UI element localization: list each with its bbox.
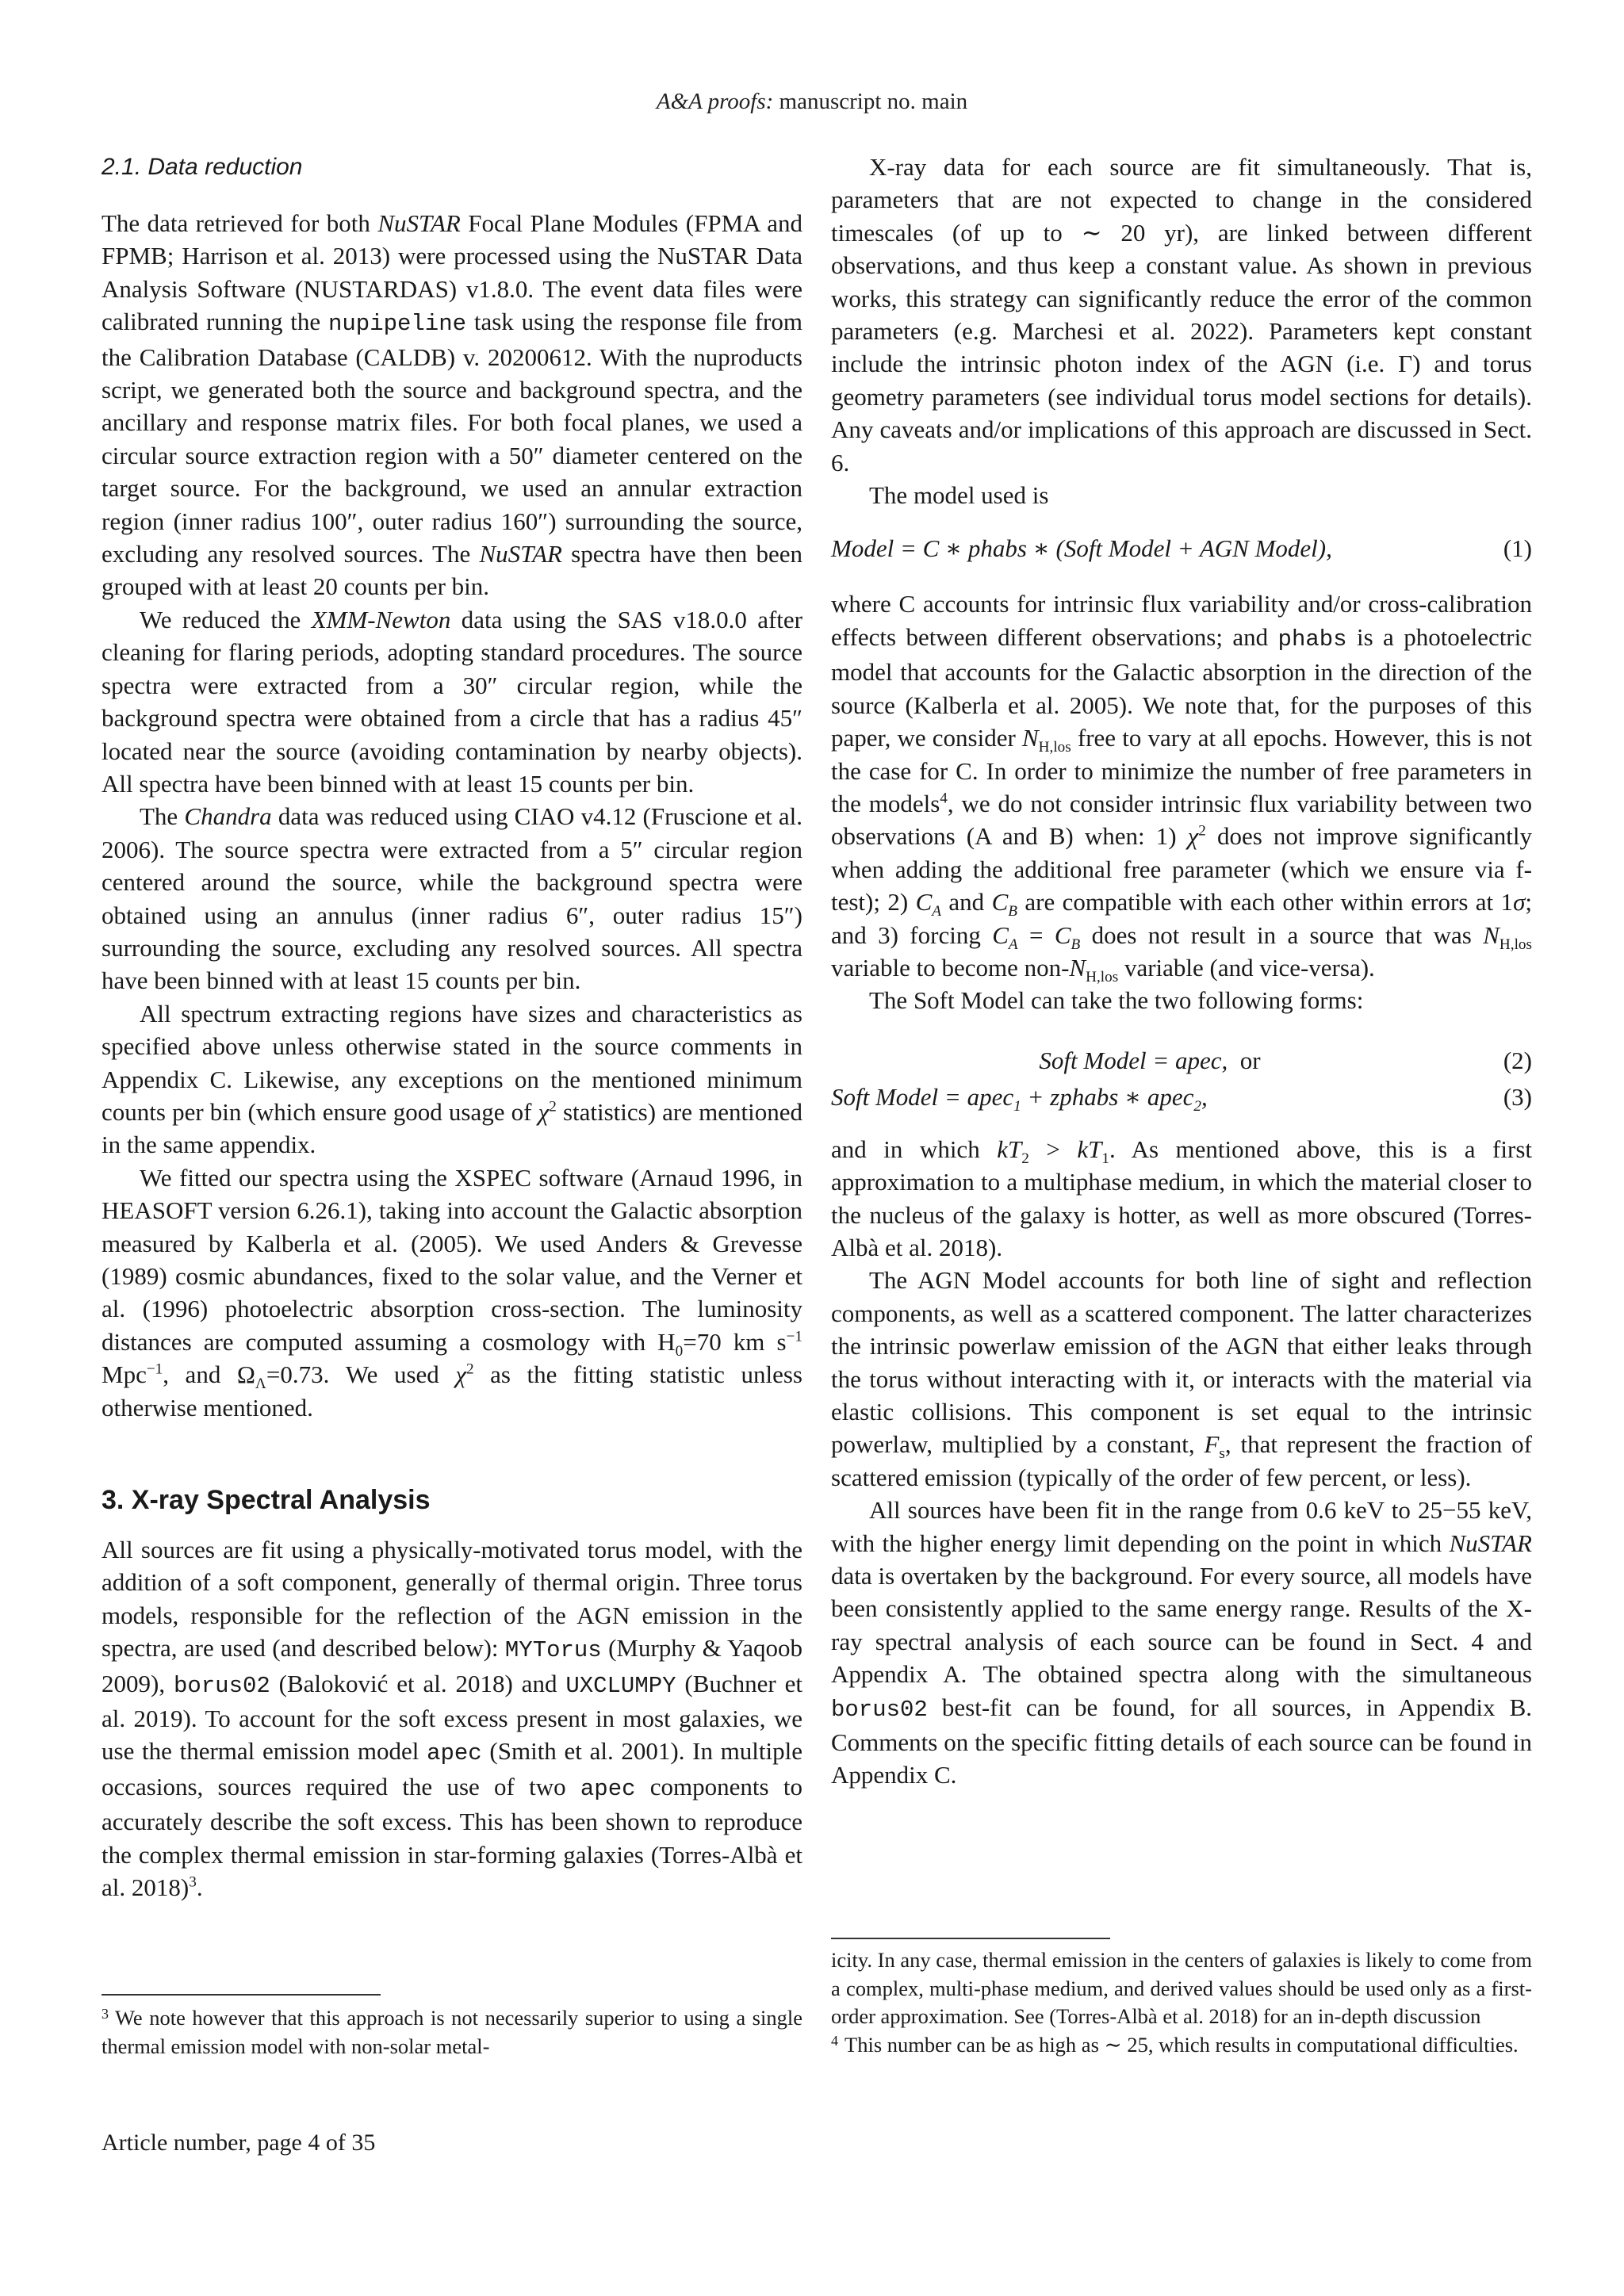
footnote-rule-left xyxy=(102,1994,381,1996)
equation-3 xyxy=(831,1076,1532,1115)
paragraph-simultaneous-fit: X-ray data for each source are fit simultaneously. That is, parameters that are not expected to change in the considered timescales (of up to ∼ 20 yr), are linked between different observations, and thus keep a constant value. As shown in previous works, this strategy can significantly reduce the error of the common parameters (e.g. Marchesi et al. 2022). Parameters kept constant include the intrinsic photon index of the AGN (i.e. Γ) and torus geometry parameters (see individual torus model sections for details). Any caveats and/or implications of this approach are discussed in Sect. 6. xyxy=(831,153,1532,476)
running-head-manuscript: manuscript no. main xyxy=(779,89,968,114)
paragraph-agn-model: The AGN Model accounts for both line of sight and reflection components, as well as a scattered component. The latter characterizes the intrinsic powerlaw emission of the AGN that either leaks through the torus without interacting with it, or interacts with the material via elastic collisions. This component is set equal to the intrinsic powerlaw, multiplied by a constant, $F_s$, that represent the fraction of scattered emission (typically of the order of few percent, or less). xyxy=(831,1266,1532,1491)
equation-1 xyxy=(831,527,1532,572)
footnote-4-text: This number can be as high as ∼ 25, which results in computational difficulties. xyxy=(845,2033,1519,2057)
paragraph-data-retrieval: The data retrieved for both NuSTAR Focal Plane Modules (FPMA and FPMB; Harrison et al. 2013) were processed using the NuSTAR Data Analysis Software (NUSTARDAS) v1.8.0. The event data files were calibrated running the nupipeline task using the response file from the Calibration Database (CALDB) v. 20200612. With the nuproducts script, we generated both the source and background spectra, and the ancillary and response matrix files. For both focal planes, we used a circular source extraction region with a 50″ diameter centered on the target source. For the background, we used an annular extraction region (inner radius 100″, outer radius 160″) surrounding the source, excluding any resolved sources. The NuSTAR spectra have then been grouped with at least 20 counts per bin. xyxy=(102,209,802,601)
paragraph-soft-model-forms: The Soft Model can take the two following forms: xyxy=(869,986,1364,1015)
equation-3-number: (3) xyxy=(1503,1082,1532,1111)
page-footer: Article number, page 4 of 35 xyxy=(102,2130,376,2156)
equation-2-body: Soft Model = apec, or xyxy=(1039,1046,1261,1074)
footnote-3-text-left: We note however that this approach is not necessarily superior to using a single thermal emission model with non-solar metal- xyxy=(102,2006,802,2058)
paragraph-energy-range: All sources have been fit in the range from 0.6 keV to 25−55 keV, with the higher energy limit depending on the point in which NuSTAR data is overtaken by the background. For every source, all models have been consistently applied to the same energy range. Results of the X-ray spectral analysis of each source can be found in Sect. 4 and Appendix A. The obtained spectra along with the simultaneous borus02 best-fit can be found, for all sources, in Appendix B. Comments on the specific fitting details of each source can be found in Appendix C. xyxy=(831,1496,1532,1789)
right-column xyxy=(831,151,1532,1792)
equation-1-number: (1) xyxy=(1503,534,1532,563)
equation-2-number: (2) xyxy=(1503,1046,1532,1074)
paragraph-multiphase: and in which $kT_2 > kT_1$. As mentioned above, this is a first approximation to a multiphase medium, in which the material closer to the nucleus of the galaxy is hotter, as well as more obscured (Torres-Albà et al. 2018). xyxy=(831,1135,1532,1261)
subsection-title: 2.1. Data reduction xyxy=(102,154,303,180)
footnote-3-text-right: icity. In any case, thermal emission in the centers of galaxies is likely to come from a complex, multi-phase medium, and derived values should be used only as a first-order approximation. See (Torres-Albà et al. 2018) for an in-depth discussion xyxy=(831,1948,1532,2028)
paragraph-model-explanation: where C accounts for intrinsic flux variability and/or cross-calibration effects between different observations; and phabs is a photoelectric model that accounts for the Galactic absorption in the direction of the source (Kalberla et al. 2005). We note that, for the purposes of this paper, we consider $N_{H,los}$ free to vary at all epochs. However, this is not the case for C. In order to minimize the number of free parameters in the models$^4$, we do not consider intrinsic flux variability between two observations (A and B) when: 1) $\chi^2$ does not improve significantly when adding the additional free parameter (which we ensure via f-test); 2) $C_A$ and $C_B$ are compatible with each other within errors at 1σ; and 3) forcing $C_A = C_B$ does not result in a source that was $N_{H,los}$ variable to become non-$N_{H,los}$ variable (and vice-versa). xyxy=(831,590,1533,986)
footnote-3 xyxy=(102,2004,802,2061)
footnote-4-mark: 4 xyxy=(831,2032,839,2049)
paragraph-extraction-regions: All spectrum extracting regions have sizes and characteristics as specified above unless otherwise stated in the source comments in Appendix C. Likewise, any exceptions on the mentioned minimum counts per bin (which ensure good usage of $\chi^2$ statistics) are mentioned in the same appendix. xyxy=(102,999,802,1159)
footnote-3-continued xyxy=(831,1946,1532,2031)
equation-3-body: Soft Model = apec$_1$ + zphabs ∗ apec$_2$, xyxy=(831,1082,1208,1115)
paragraph-xmm-reduction: We reduced the XMM-Newton data using the SAS v18.0.0 after cleaning for flaring periods, adopting standard procedures. The source spectra were extracted from a 30″ circular region, while the background spectra were obtained from a circle that has a radius 45″ located near the source (avoiding contamination by nearby objects). All spectra have been binned with at least 15 counts per bin. xyxy=(102,605,802,798)
paragraph-chandra-reduction: The Chandra data was reduced using CIAO v4.12 (Fruscione et al. 2006). The source spectra were extracted from a 5″ circular region centered around the source, while the background spectra were obtained using an annulus (inner radius 6″, outer radius 15″) surrounding the source, excluding any resolved sources. All spectra have been binned with at least 15 counts per bin. xyxy=(102,802,802,995)
running-head-journal: A&A proofs: xyxy=(656,89,774,114)
footnote-4 xyxy=(831,2031,1532,2060)
paragraph-xspec-fitting: We fitted our spectra using the XSPEC software (Arnaud 1996, in HEASOFT version 6.26.1), taking into account the Galactic absorption measured by Kalberla et al. (2005). We used Anders & Grevesse (1989) cosmic abundances, fixed to the solar value, and the Verner et al. (1996) photoelectric absorption cross-section. The luminosity distances are computed assuming a cosmology with $H_0=70$ km $s^{-1}$ Mpc$^{-1}$, and $\Omega_\Lambda=0.73$. We used $\chi^2$ as the fitting statistic unless otherwise mentioned. xyxy=(102,1163,802,1422)
footnote-rule-right xyxy=(831,1938,1110,1939)
section-title: 3. X-ray Spectral Analysis xyxy=(102,1485,431,1516)
running-head xyxy=(0,89,1624,115)
footnote-3-mark: 3 xyxy=(102,2005,109,2022)
equation-1-body: Model = C ∗ phabs ∗ (Soft Model + AGN Model), xyxy=(831,534,1332,563)
equation-2 xyxy=(831,1039,1532,1076)
paragraph-torus-models: All sources are fit using a physically-motivated torus model, with the addition of a soft component, generally of thermal origin. Three torus models, responsible for the reflection of the AGN emission in the spectra, are used (and described below): MYTorus (Murphy & Yaqoob 2009), borus02 (Baloković et al. 2018) and UXCLUMPY (Buchner et al. 2019). To account for the soft excess present in most galaxies, we use the thermal emission model apec (Smith et al. 2001). In multiple occasions, sources required the use of two apec components to accurately describe the soft excess. This has been shown to reproduce the complex thermal emission in star-forming galaxies (Torres-Albà et al. 2018)$^3$. xyxy=(102,1536,803,1902)
paragraph-model-intro: The model used is xyxy=(869,481,1049,510)
left-column xyxy=(102,151,802,1904)
